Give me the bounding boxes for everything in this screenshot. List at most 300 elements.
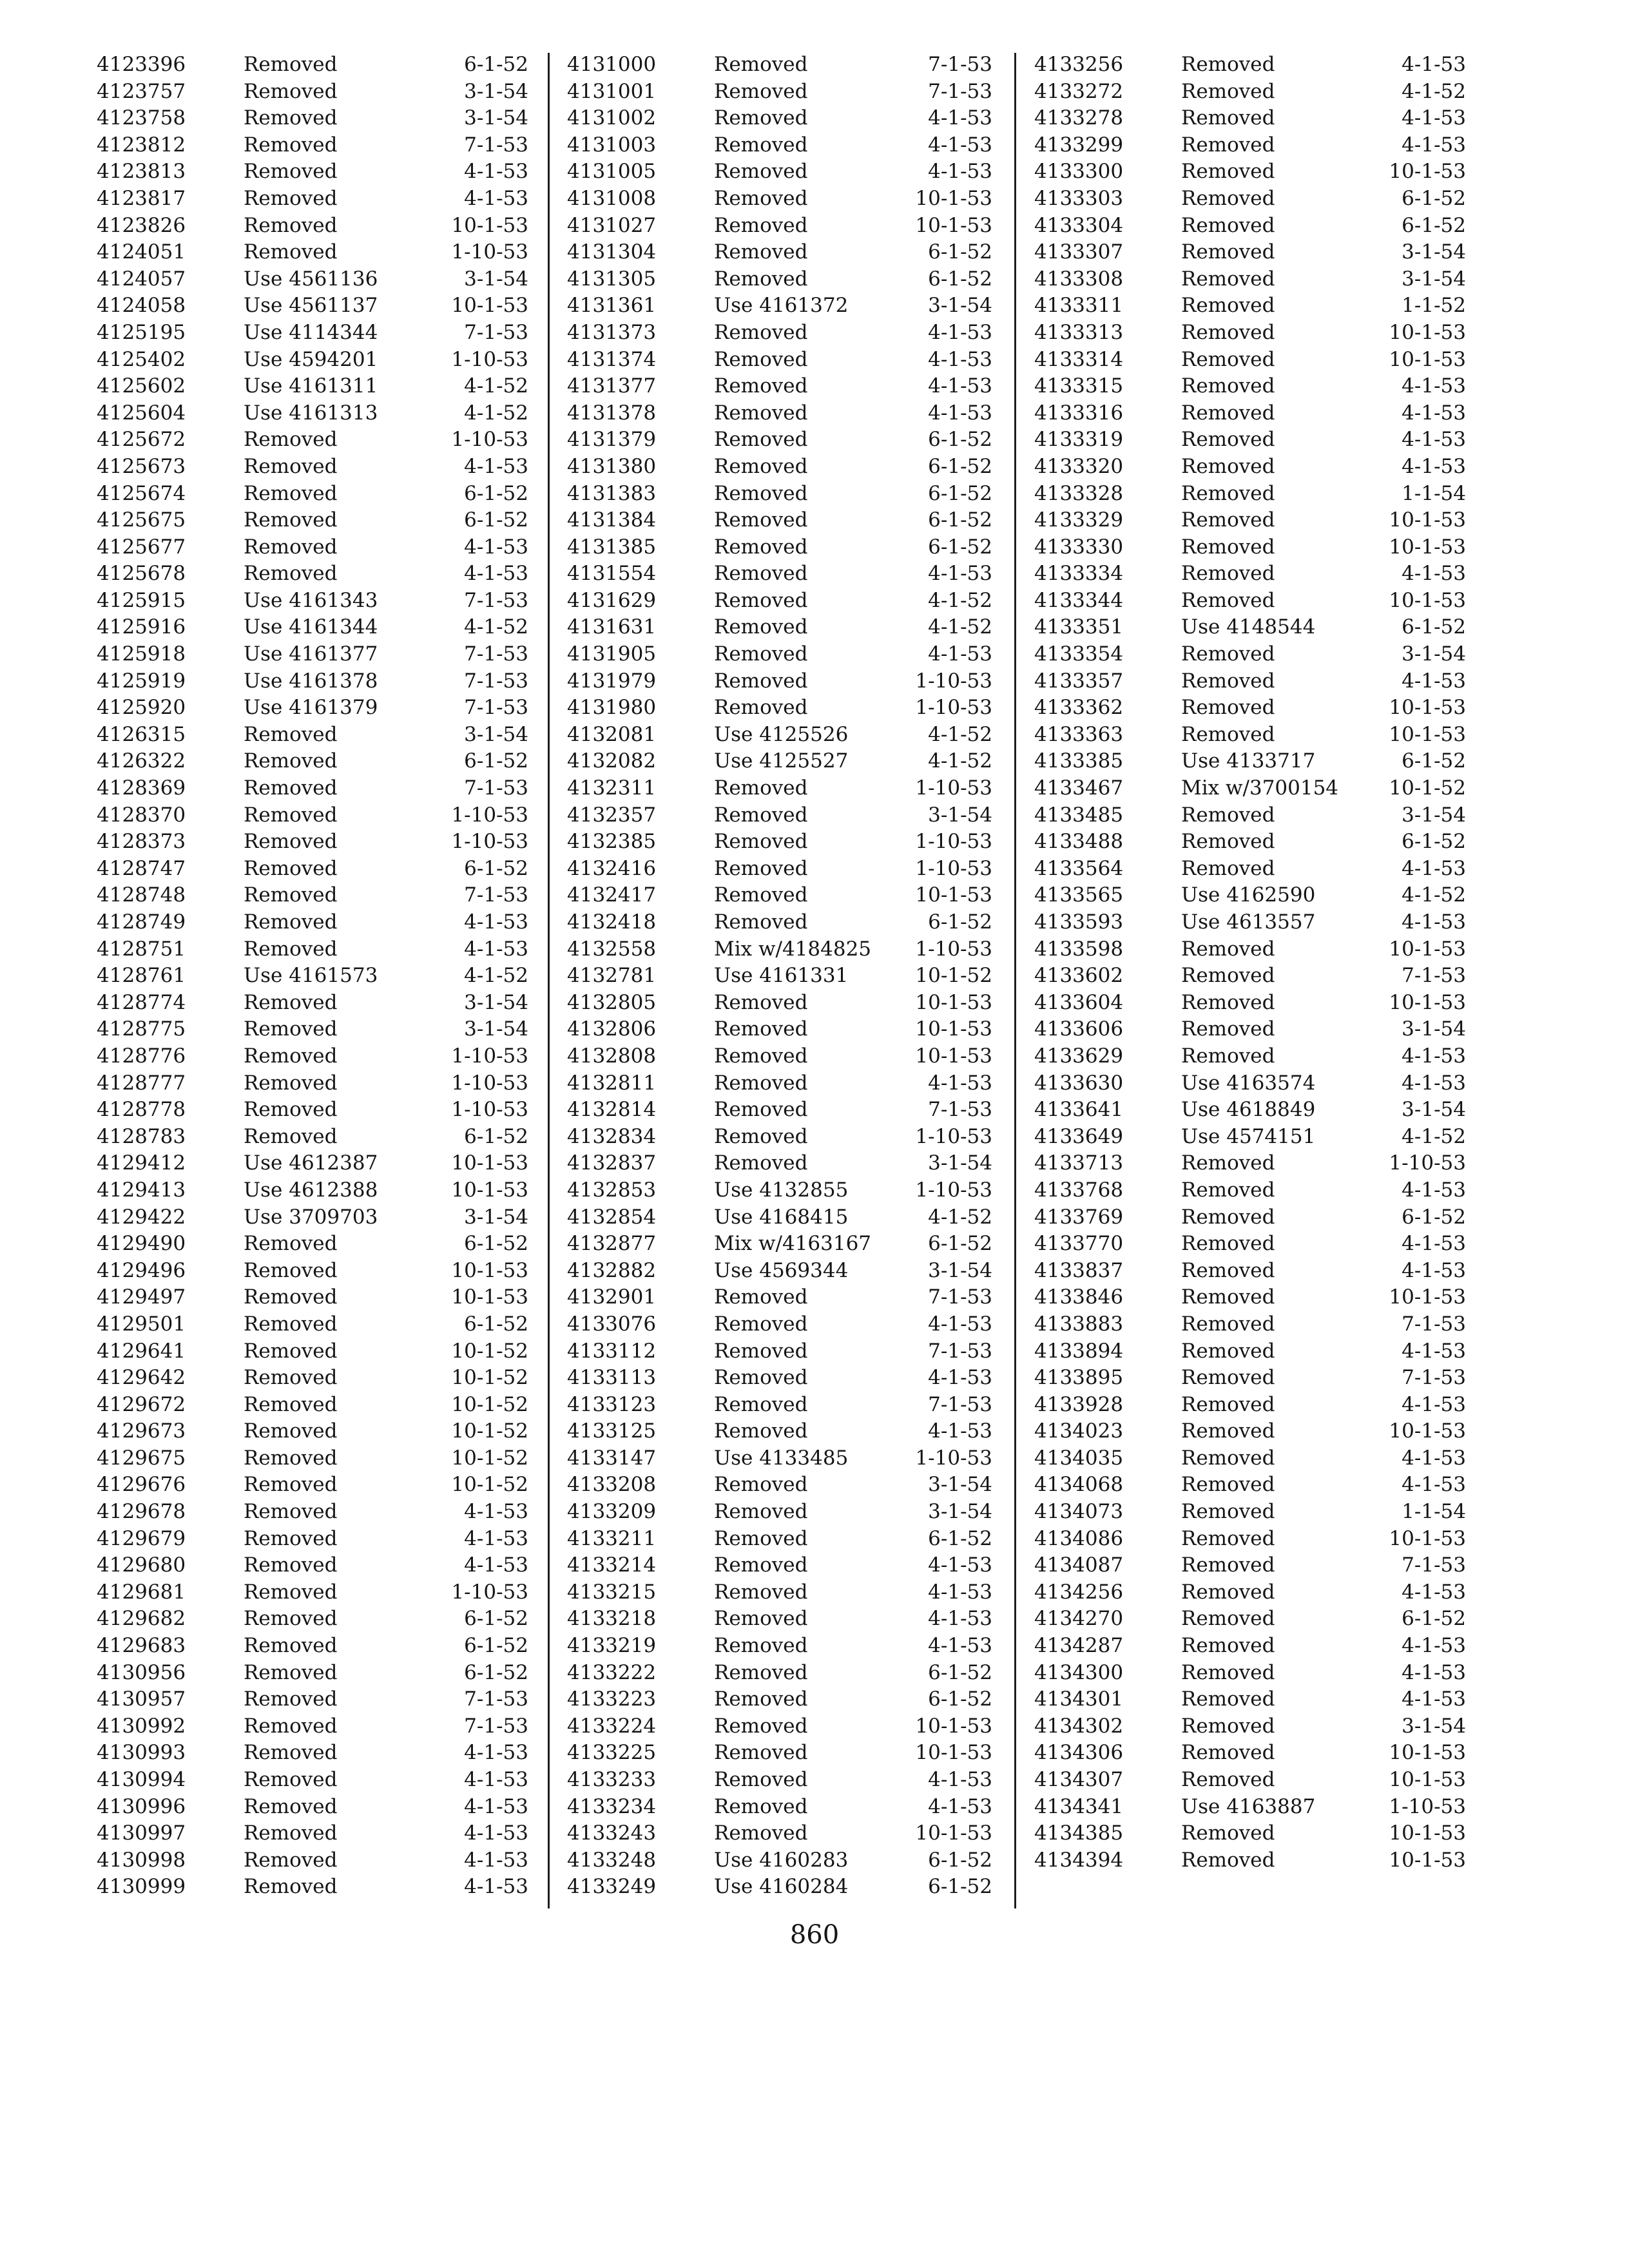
disposition: Removed: [714, 1124, 808, 1148]
part-number: 4132357: [567, 803, 657, 827]
effective-date: 6-1-52: [928, 1848, 992, 1872]
effective-date: 3-1-54: [928, 1473, 992, 1497]
entry-row: [1034, 1284, 1466, 1311]
entry-row: [1034, 775, 1466, 802]
disposition: Removed: [714, 1473, 808, 1497]
disposition: Removed: [244, 1446, 338, 1470]
entry-row: [1034, 427, 1466, 454]
disposition: Removed: [1181, 1660, 1275, 1684]
entry-row: [97, 641, 528, 668]
disposition: Removed: [714, 1794, 808, 1818]
part-number: 4129680: [97, 1553, 186, 1577]
disposition: Removed: [1181, 79, 1275, 103]
entry-row: [1034, 159, 1466, 186]
disposition: Removed: [1181, 53, 1275, 76]
entry-row: [567, 79, 992, 106]
entry-row: [97, 347, 528, 374]
disposition: Use 4125527: [714, 749, 849, 773]
effective-date: 4-1-53: [464, 1794, 528, 1818]
part-number: 4125602: [97, 374, 186, 398]
entry-row: [1034, 695, 1466, 722]
disposition: Removed: [714, 213, 808, 237]
effective-date: 7-1-53: [464, 696, 528, 720]
part-number: 4132834: [567, 1124, 657, 1148]
effective-date: 4-1-53: [928, 1553, 992, 1577]
effective-date: 1-10-53: [451, 1071, 528, 1095]
part-number: 4125402: [97, 347, 186, 371]
part-number: 4125672: [97, 428, 186, 452]
entry-row: [97, 695, 528, 722]
disposition: Removed: [1181, 106, 1275, 130]
effective-date: 4-1-53: [928, 562, 992, 586]
effective-date: 6-1-52: [464, 1232, 528, 1256]
disposition: Removed: [244, 1794, 338, 1818]
effective-date: 4-1-53: [1402, 669, 1466, 693]
disposition: Removed: [244, 133, 338, 157]
disposition: Removed: [714, 79, 808, 103]
effective-date: 4-1-52: [928, 615, 992, 639]
part-number: 4123396: [97, 53, 186, 76]
part-number: 4132082: [567, 749, 657, 773]
part-number: 4130993: [97, 1741, 186, 1765]
part-number: 4133320: [1034, 454, 1124, 478]
disposition: Removed: [244, 508, 338, 532]
entry-row: [97, 856, 528, 883]
entry-row: [97, 1365, 528, 1392]
effective-date: 4-1-53: [1402, 401, 1466, 425]
part-number: 4132311: [567, 776, 657, 800]
effective-date: 4-1-53: [928, 1768, 992, 1791]
part-number: 4132854: [567, 1205, 657, 1229]
effective-date: 1-10-53: [451, 428, 528, 452]
disposition: Use 4125526: [714, 722, 849, 746]
disposition: Use 4569344: [714, 1258, 849, 1282]
part-number: 4131979: [567, 669, 657, 693]
disposition: Removed: [714, 186, 808, 210]
entry-row: [1034, 293, 1466, 320]
entry-row: [97, 1472, 528, 1499]
entry-row: [1034, 266, 1466, 293]
part-number: 4125915: [97, 588, 186, 612]
entry-row: [567, 347, 992, 374]
entry-row: [567, 427, 992, 454]
disposition: Removed: [714, 1285, 808, 1309]
effective-date: 10-1-52: [451, 1473, 528, 1497]
entry-column-1: [97, 52, 528, 1901]
entry-row: [567, 1016, 992, 1043]
disposition: Removed: [714, 401, 808, 425]
effective-date: 4-1-53: [1402, 1473, 1466, 1497]
effective-date: 4-1-52: [928, 588, 992, 612]
entry-row: [1034, 1231, 1466, 1258]
effective-date: 6-1-52: [928, 508, 992, 532]
entry-row: [1034, 1660, 1466, 1687]
effective-date: 4-1-53: [928, 1634, 992, 1658]
part-number: 4133256: [1034, 53, 1124, 76]
disposition: Removed: [1181, 294, 1275, 318]
entry-row: [97, 507, 528, 534]
disposition: Removed: [244, 856, 338, 880]
disposition: Removed: [714, 1312, 808, 1336]
effective-date: 4-1-53: [928, 1419, 992, 1443]
entry-row: [1034, 1043, 1466, 1070]
disposition: Removed: [1181, 1526, 1275, 1550]
disposition: Removed: [714, 776, 808, 800]
part-number: 4133225: [567, 1741, 657, 1765]
part-number: 4128775: [97, 1017, 186, 1041]
entry-row: [97, 1445, 528, 1472]
disposition: Removed: [1181, 722, 1275, 746]
entry-row: [1034, 1794, 1466, 1821]
effective-date: 1-10-53: [915, 1446, 992, 1470]
effective-date: 1-10-53: [915, 830, 992, 854]
part-number: 4128373: [97, 830, 186, 854]
disposition: Removed: [244, 1714, 338, 1738]
disposition: Removed: [714, 347, 808, 371]
part-number: 4126315: [97, 722, 186, 746]
entry-row: [1034, 963, 1466, 990]
effective-date: 1-10-53: [1389, 1794, 1466, 1818]
effective-date: 7-1-53: [464, 133, 528, 157]
effective-date: 7-1-53: [464, 883, 528, 907]
disposition: Removed: [1181, 1580, 1275, 1604]
entry-row: [567, 1043, 992, 1070]
effective-date: 4-1-53: [1402, 1634, 1466, 1658]
disposition: Removed: [1181, 1392, 1275, 1416]
part-number: 4134023: [1034, 1419, 1124, 1443]
entry-row: [567, 1392, 992, 1419]
effective-date: 6-1-52: [1402, 213, 1466, 237]
entry-row: [567, 1579, 992, 1606]
effective-date: 1-10-53: [1389, 1151, 1466, 1175]
disposition: Removed: [714, 803, 808, 827]
effective-date: 3-1-54: [928, 1258, 992, 1282]
disposition: Use 4148544: [1181, 615, 1316, 639]
entry-row: [97, 802, 528, 829]
disposition: Removed: [714, 1098, 808, 1122]
part-number: 4130992: [97, 1714, 186, 1738]
part-number: 4128777: [97, 1071, 186, 1095]
entry-row: [567, 213, 992, 240]
entry-row: [567, 400, 992, 427]
part-number: 4131361: [567, 294, 657, 318]
disposition: Removed: [244, 240, 338, 264]
entry-row: [567, 266, 992, 293]
effective-date: 3-1-54: [1402, 1017, 1466, 1041]
part-number: 4134341: [1034, 1794, 1124, 1818]
effective-date: 1-1-54: [1402, 1500, 1466, 1524]
disposition: Removed: [714, 1151, 808, 1175]
disposition: Removed: [244, 937, 338, 961]
effective-date: 3-1-54: [464, 1205, 528, 1229]
disposition: Removed: [1181, 1848, 1275, 1872]
disposition: Removed: [244, 160, 338, 184]
effective-date: 10-1-53: [1389, 160, 1466, 184]
effective-date: 10-1-53: [915, 1044, 992, 1068]
disposition: Removed: [244, 1017, 338, 1041]
entry-row: [97, 990, 528, 1017]
part-number: 4133485: [1034, 803, 1124, 827]
effective-date: 1-1-52: [1402, 294, 1466, 318]
entry-row: [1034, 1258, 1466, 1285]
effective-date: 6-1-52: [928, 1687, 992, 1711]
disposition: Removed: [244, 1044, 338, 1068]
effective-date: 6-1-52: [928, 481, 992, 505]
effective-date: 4-1-53: [1402, 1687, 1466, 1711]
effective-date: 4-1-53: [464, 186, 528, 210]
part-number: 4134087: [1034, 1553, 1124, 1577]
part-number: 4133234: [567, 1794, 657, 1818]
disposition: Removed: [714, 508, 808, 532]
part-number: 4133272: [1034, 79, 1124, 103]
part-number: 4133564: [1034, 856, 1124, 880]
effective-date: 7-1-53: [928, 1339, 992, 1363]
effective-date: 1-10-53: [915, 937, 992, 961]
entry-row: [1034, 105, 1466, 132]
disposition: Removed: [244, 1687, 338, 1711]
entry-row: [97, 1338, 528, 1365]
part-number: 4133209: [567, 1500, 657, 1524]
part-number: 4131000: [567, 53, 657, 76]
part-number: 4125918: [97, 642, 186, 666]
part-number: 4131554: [567, 562, 657, 586]
part-number: 4133243: [567, 1821, 657, 1845]
part-number: 4131373: [567, 320, 657, 344]
part-number: 4123757: [97, 79, 186, 103]
effective-date: 10-1-53: [915, 1741, 992, 1765]
disposition: Removed: [714, 1044, 808, 1068]
disposition: Removed: [244, 1339, 338, 1363]
part-number: 4133123: [567, 1392, 657, 1416]
part-number: 4133329: [1034, 508, 1124, 532]
disposition: Removed: [714, 1366, 808, 1390]
effective-date: 4-1-53: [464, 535, 528, 559]
effective-date: 10-1-53: [1389, 990, 1466, 1014]
effective-date: 1-10-53: [451, 1098, 528, 1122]
disposition: Removed: [714, 1017, 808, 1041]
effective-date: 3-1-54: [1402, 1098, 1466, 1122]
part-number: 4133606: [1034, 1017, 1124, 1041]
entry-column-2: [567, 52, 992, 1901]
entry-row: [567, 1311, 992, 1338]
effective-date: 10-1-53: [915, 1017, 992, 1041]
part-number: 4128748: [97, 883, 186, 907]
entry-row: [1034, 52, 1466, 79]
disposition: Removed: [1181, 1634, 1275, 1658]
disposition: Use 4168415: [714, 1205, 849, 1229]
effective-date: 4-1-53: [928, 1794, 992, 1818]
part-number: 4133770: [1034, 1232, 1124, 1256]
part-number: 4132558: [567, 937, 657, 961]
disposition: Removed: [714, 428, 808, 452]
entry-row: [1034, 1472, 1466, 1499]
part-number: 4123813: [97, 160, 186, 184]
part-number: 4131378: [567, 401, 657, 425]
part-number: 4133315: [1034, 374, 1124, 398]
effective-date: 7-1-53: [464, 320, 528, 344]
effective-date: 10-1-52: [915, 964, 992, 988]
entry-row: [97, 1418, 528, 1445]
part-number: 4133224: [567, 1714, 657, 1738]
effective-date: 1-10-53: [451, 830, 528, 854]
entry-row: [1034, 373, 1466, 400]
part-number: 4132882: [567, 1258, 657, 1282]
entry-row: [1034, 802, 1466, 829]
effective-date: 1-10-53: [451, 1044, 528, 1068]
entry-row: [567, 1204, 992, 1231]
entry-row: [97, 775, 528, 802]
part-number: 4132417: [567, 883, 657, 907]
disposition: Removed: [714, 267, 808, 291]
column-divider: [548, 53, 550, 1908]
entry-row: [97, 1794, 528, 1821]
effective-date: 10-1-52: [1389, 776, 1466, 800]
entry-row: [1034, 1418, 1466, 1445]
effective-date: 3-1-54: [1402, 803, 1466, 827]
part-number: 4134287: [1034, 1634, 1124, 1658]
disposition: Removed: [244, 1580, 338, 1604]
entry-row: [567, 1070, 992, 1097]
entry-row: [1034, 1124, 1466, 1151]
disposition: Removed: [714, 856, 808, 880]
part-number: 4129490: [97, 1232, 186, 1256]
effective-date: 6-1-52: [464, 481, 528, 505]
entry-row: [97, 79, 528, 106]
disposition: Removed: [714, 1768, 808, 1791]
entry-row: [97, 186, 528, 213]
part-number: 4133565: [1034, 883, 1124, 907]
part-number: 4131304: [567, 240, 657, 264]
part-number: 4133076: [567, 1312, 657, 1336]
disposition: Removed: [1181, 186, 1275, 210]
disposition: Removed: [244, 1741, 338, 1765]
part-number: 4132081: [567, 722, 657, 746]
part-number: 4133314: [1034, 347, 1124, 371]
part-number: 4130996: [97, 1794, 186, 1818]
effective-date: 1-10-53: [451, 1580, 528, 1604]
disposition: Removed: [244, 883, 338, 907]
effective-date: 4-1-53: [464, 910, 528, 934]
disposition: Removed: [1181, 213, 1275, 237]
part-number: 4133222: [567, 1660, 657, 1684]
disposition: Removed: [244, 1526, 338, 1550]
effective-date: 4-1-53: [464, 1848, 528, 1872]
disposition: Removed: [1181, 508, 1275, 532]
entry-row: [567, 963, 992, 990]
entry-row: [1034, 1740, 1466, 1767]
entry-row: [567, 695, 992, 722]
entry-row: [567, 132, 992, 159]
part-number: 4129681: [97, 1580, 186, 1604]
effective-date: 7-1-53: [1402, 964, 1466, 988]
effective-date: 4-1-52: [1402, 883, 1466, 907]
effective-date: 10-1-53: [915, 186, 992, 210]
part-number: 4129675: [97, 1446, 186, 1470]
disposition: Removed: [714, 1607, 808, 1631]
entry-row: [567, 1633, 992, 1660]
part-number: 4130999: [97, 1875, 186, 1899]
entry-row: [97, 1284, 528, 1311]
entry-row: [567, 1284, 992, 1311]
effective-date: 4-1-53: [928, 1580, 992, 1604]
entry-row: [567, 990, 992, 1017]
entry-row: [1034, 481, 1466, 508]
entry-row: [1034, 1392, 1466, 1419]
entry-row: [97, 454, 528, 481]
entry-row: [97, 266, 528, 293]
effective-date: 4-1-53: [1402, 374, 1466, 398]
part-number: 4129678: [97, 1500, 186, 1524]
effective-date: 6-1-52: [928, 1660, 992, 1684]
part-number: 4134256: [1034, 1580, 1124, 1604]
entry-row: [567, 1499, 992, 1526]
effective-date: 4-1-53: [1402, 1071, 1466, 1095]
entry-row: [567, 1177, 992, 1204]
effective-date: 1-10-53: [451, 240, 528, 264]
part-number: 4129412: [97, 1151, 186, 1175]
disposition: Removed: [244, 990, 338, 1014]
entry-row: [1034, 1445, 1466, 1472]
effective-date: 7-1-53: [464, 1714, 528, 1738]
entry-row: [97, 1043, 528, 1070]
part-number: 4133713: [1034, 1151, 1124, 1175]
disposition: Removed: [244, 1768, 338, 1791]
disposition: Use 4163887: [1181, 1794, 1316, 1818]
part-number: 4133362: [1034, 696, 1124, 720]
effective-date: 7-1-53: [464, 588, 528, 612]
effective-date: 4-1-52: [464, 615, 528, 639]
effective-date: 1-10-53: [915, 1124, 992, 1148]
effective-date: 7-1-53: [464, 669, 528, 693]
part-number: 4131008: [567, 186, 657, 210]
disposition: Removed: [1181, 1607, 1275, 1631]
disposition: Use 4160284: [714, 1875, 849, 1899]
disposition: Removed: [244, 749, 338, 773]
part-number: 4133344: [1034, 588, 1124, 612]
part-number: 4128370: [97, 803, 186, 827]
disposition: Removed: [244, 79, 338, 103]
part-number: 4129673: [97, 1419, 186, 1443]
part-number: 4131005: [567, 160, 657, 184]
disposition: Removed: [714, 830, 808, 854]
disposition: Use 4114344: [244, 320, 378, 344]
disposition: Removed: [1181, 1232, 1275, 1256]
effective-date: 3-1-54: [464, 722, 528, 746]
effective-date: 10-1-53: [1389, 588, 1466, 612]
part-number: 4130994: [97, 1768, 186, 1791]
entry-row: [567, 882, 992, 909]
entry-row: [1034, 1311, 1466, 1338]
disposition: Removed: [244, 562, 338, 586]
entry-row: [567, 1820, 992, 1847]
part-number: 4133604: [1034, 990, 1124, 1014]
entry-row: [1034, 79, 1466, 106]
disposition: Removed: [1181, 454, 1275, 478]
effective-date: 4-1-53: [1402, 1044, 1466, 1068]
part-number: 4133894: [1034, 1339, 1124, 1363]
entry-row: [97, 829, 528, 856]
entry-row: [1034, 722, 1466, 749]
disposition: Use 4574151: [1181, 1124, 1316, 1148]
part-number: 4132853: [567, 1178, 657, 1202]
part-number: 4125919: [97, 669, 186, 693]
part-number: 4129682: [97, 1607, 186, 1631]
effective-date: 3-1-54: [464, 990, 528, 1014]
part-number: 4133311: [1034, 294, 1124, 318]
entry-row: [567, 1552, 992, 1579]
effective-date: 3-1-54: [1402, 642, 1466, 666]
entry-row: [97, 1311, 528, 1338]
